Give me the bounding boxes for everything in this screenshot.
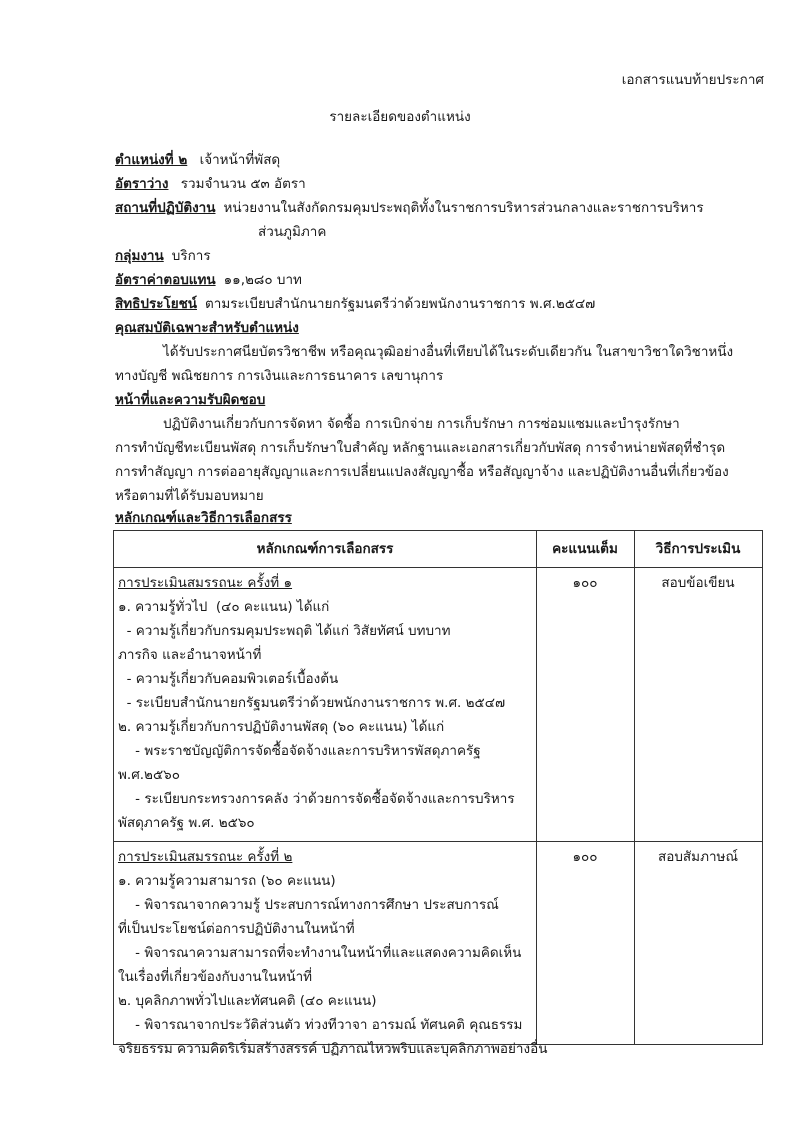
workplace-value-line2: ส่วนภูมิภาค [258, 224, 327, 240]
criteria-line: ในเรื่องที่เกี่ยวข้องกับงานในหน้าที่ [118, 969, 313, 985]
work-group-field [115, 244, 211, 268]
column-header-criteria: หลักเกณฑ์การเลือกสรร [256, 541, 394, 557]
workplace-label: สถานที่ปฏิบัติงาน [115, 200, 216, 216]
workplace-value: หน่วยงานในสังกัดกรมคุมประพฤติทั้งในราชการบริหารส่วนกลางและราชการบริหาร [223, 200, 704, 216]
criteria-line: ที่เป็นประโยชน์ต่อการปฏิบัติงานในหน้าที่ [118, 921, 355, 937]
page-title: รายละเอียดของตำแหน่ง [329, 109, 471, 125]
criteria-line: - ระเบียบสำนักนายกรัฐมนตรีว่าด้วยพนักงานราชการ พ.ศ. ๒๕๔๗ [118, 695, 506, 711]
column-divider [536, 531, 537, 1044]
criteria-line: ๒. บุคลิกภาพทั่วไปและทัศนคติ (๔๐ คะแนน) [118, 993, 377, 1009]
duties-line: การทำสัญญา การต่ออายุสัญญาและการเปลี่ยนแปลงสัญญาซื้อ หรือสัญญาจ้าง และปฏิบัติงานอื่นที่เกี่ยวข้อง [115, 464, 729, 480]
duties-line: ปฏิบัติงานเกี่ยวกับการจัดหา จัดซื้อ การเบิกจ่าย การเก็บรักษา การซ่อมแซมและบำรุงรักษา [163, 416, 680, 432]
criteria-line: - พิจารณาจากความรู้ ประสบการณ์ทางการศึกษา ประสบการณ์ [118, 897, 499, 913]
salary-label: อัตราค่าตอบแทน [115, 272, 216, 288]
header-divider [114, 567, 762, 568]
criteria-line: - พิจารณาความสามารถที่จะทำงานในหน้าที่และแสดงความคิดเห็น [118, 945, 522, 961]
criteria-line: - ระเบียบกระทรวงการคลัง ว่าด้วยการจัดซื้อจัดจ้างและการบริหาร [118, 791, 515, 807]
qualifications-line: ได้รับประกาศนียบัตรวิชาชีพ หรือคุณวุฒิอย่างอื่นที่เทียบได้ในระดับเดียวกัน ในสาขาวิชาใดวิชาหนึ่ง [163, 344, 734, 360]
row-score: ๑๐๐ [572, 575, 598, 591]
criteria-line: ๑. ความรู้ทั่วไป (๔๐ คะแนน) ได้แก่ [118, 599, 330, 615]
row-method: สอบข้อเขียน [661, 575, 735, 591]
qualifications-line: ทางบัญชี พณิชยการ การเงินและการธนาคาร เลขานุการ [115, 368, 444, 384]
attachment-note: เอกสารแนบท้ายประกาศ [621, 72, 764, 88]
criteria-line: ภารกิจ และอำนาจหน้าที่ [118, 647, 262, 663]
position-field [115, 148, 280, 172]
benefits-label: สิทธิประโยชน์ [115, 296, 198, 312]
criteria-line: จริยธรรม ความคิดริเริ่มสร้างสรรค์ ปฏิภาณไหวพริบและบุคลิกภาพอย่างอื่น [118, 1041, 548, 1057]
selection-heading: หลักเกณฑ์และวิธีการเลือกสรร [115, 510, 292, 526]
row-divider [114, 841, 762, 842]
row-title: การประเมินสมรรถนะ ครั้งที่ ๑ [118, 575, 293, 591]
column-header-score: คะแนนเต็ม [552, 541, 618, 557]
row-title: การประเมินสมรรถนะ ครั้งที่ ๒ [118, 849, 293, 865]
qualifications-heading: คุณสมบัติเฉพาะสำหรับตำแหน่ง [115, 320, 299, 336]
criteria-line: - ความรู้เกี่ยวกับคอมพิวเตอร์เบื้องต้น [118, 671, 339, 687]
row-score: ๑๐๐ [572, 849, 598, 865]
column-header-method: วิธีการประเมิน [655, 541, 741, 557]
criteria-line: พัสดุภาครัฐ พ.ศ. ๒๕๖๐ [118, 815, 255, 831]
criteria-line: - ความรู้เกี่ยวกับกรมคุมประพฤติ ได้แก่ วิสัยทัศน์ บทบาท [118, 623, 451, 639]
salary-value: ๑๑,๒๘๐ บาท [223, 272, 302, 288]
salary-field [115, 268, 302, 292]
workplace-field [115, 196, 704, 220]
vacancies-label: อัตราว่าง [115, 176, 169, 192]
row-method: สอบสัมภาษณ์ [658, 849, 738, 865]
criteria-line: ๑. ความรู้ความสามารถ (๖๐ คะแนน) [118, 873, 336, 889]
position-value: เจ้าหน้าที่พัสดุ [199, 152, 281, 168]
vacancies-value: รวมจำนวน ๕๓ อัตรา [180, 176, 306, 192]
benefits-value: ตามระเบียบสำนักนายกรัฐมนตรีว่าด้วยพนักงานราชการ พ.ศ.๒๕๔๗ [205, 296, 596, 312]
benefits-field [115, 292, 595, 316]
vacancies-field [115, 172, 306, 196]
work-group-label: กลุ่มงาน [115, 248, 164, 264]
duties-heading: หน้าที่และความรับผิดชอบ [115, 392, 266, 408]
duties-line: หรือตามที่ได้รับมอบหมาย [115, 488, 264, 504]
work-group-value: บริการ [171, 248, 211, 264]
position-label: ตำแหน่งที่ ๒ [115, 152, 188, 168]
criteria-line: พ.ศ.๒๕๖๐ [118, 767, 180, 783]
criteria-line: ๒. ความรู้เกี่ยวกับการปฏิบัติงานพัสดุ (๖๐ คะแนน) ได้แก่ [118, 719, 445, 735]
selection-criteria-table [113, 530, 763, 1057]
duties-line: การทำบัญชีทะเบียนพัสดุ การเก็บรักษาใบสำคัญ หลักฐานและเอกสารเกี่ยวกับพัสดุ การจำหน่ายพัสดุที่ชำรุด [115, 440, 726, 456]
criteria-line: - พิจารณาจากประวัติส่วนตัว ท่วงทีวาจา อารมณ์ ทัศนคติ คุณธรรม [118, 1017, 523, 1033]
criteria-line: - พระราชบัญญัติการจัดซื้อจัดจ้างและการบริหารพัสดุภาครัฐ [118, 743, 481, 759]
column-divider [634, 531, 635, 1044]
